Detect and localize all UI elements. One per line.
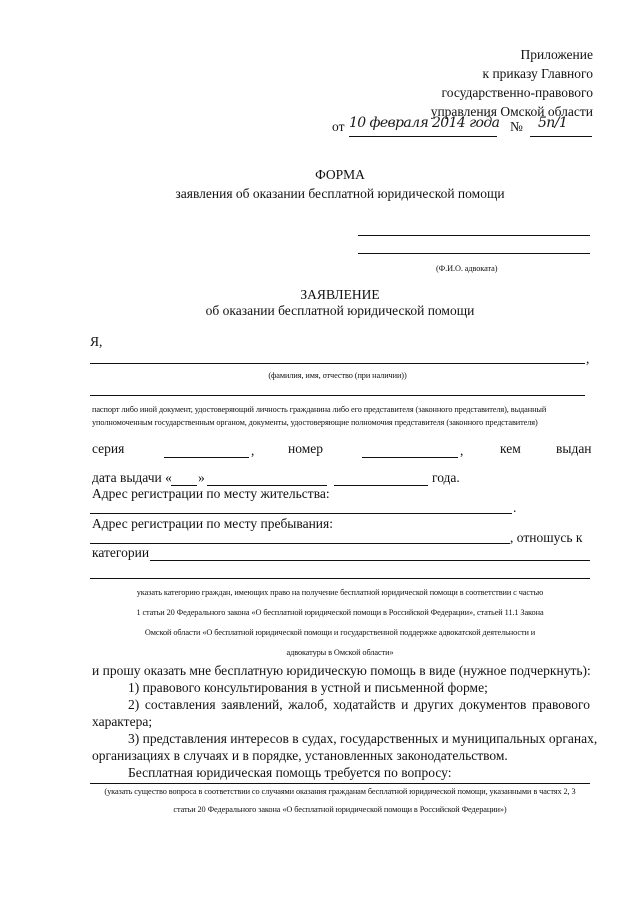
belong-label: , отношусь к [510, 530, 583, 545]
applicant-fio-caption: (фамилия, имя, отчество (при наличии)) [268, 371, 407, 380]
address-residence-line [90, 513, 512, 514]
approval-block [431, 45, 593, 121]
question-line [90, 783, 590, 784]
passport-comma-1: , [251, 443, 255, 458]
address-residence-dot: . [513, 500, 517, 515]
approval-line-2: к приказу Главного [482, 66, 593, 81]
addressee-line-1 [358, 235, 590, 236]
applicant-ya: Я, [90, 334, 103, 349]
passport-series-field [164, 457, 249, 458]
approval-line-4: управления Омской области [430, 104, 593, 119]
passport-bywhom-label: кем [500, 441, 521, 456]
issue-year-field [334, 485, 428, 486]
passport-series-label: серия [92, 441, 125, 456]
approval-date-underline [349, 136, 497, 137]
approval-line-1: Приложение [520, 47, 593, 62]
approval-line-3: государственно-правового [441, 85, 593, 100]
category-caption-line-2: 1 статьи 20 Федерального закона «О бесплатной юридической помощи в Российской Федерации», статьей 11.1 Закона [136, 608, 544, 617]
category-field [150, 560, 590, 561]
form-subtitle: заявления об оказании бесплатной юридической помощи [175, 186, 505, 201]
request-question: Бесплатная юридическая помощь требуется по вопросу: [128, 765, 452, 780]
request-item-2-b: характера; [92, 714, 153, 729]
category-caption-line-1: указать категорию граждан, имеющих право на получение бесплатной юридической помощи в соответствии с частью [136, 588, 544, 597]
category-caption [90, 585, 590, 661]
approval-number-label: № [510, 119, 523, 134]
applicant-passport-line [90, 395, 585, 396]
issue-date-label: дата выдачи « [92, 470, 172, 485]
request-intro: и прошу оказать мне бесплатную юридическую помощь в виде (нужное подчеркнуть): [92, 663, 591, 678]
address-stay-line [90, 543, 510, 544]
passport-caption-2: уполномоченным государственным органом, документы, удостоверяющие полномочия представителя (законного представителя) [92, 418, 538, 427]
statement-title: ЗАЯВЛЕНИЕ [300, 287, 380, 302]
addressee-line-2 [358, 253, 590, 254]
passport-caption-1: паспорт либо иной документ, удостоверяющий личность гражданина либо его представителя (законного представителя), выданный [92, 405, 547, 414]
question-caption-line-2: статьи 20 Федерального закона «О бесплатной юридической помощи в Российской Федерации») [173, 805, 507, 814]
question-caption-line-1: (указать существо вопроса в соответствии со случаями оказания гражданам бесплатной юридической помощи, указанными в частях 2, 3 [104, 787, 576, 796]
passport-number-label: номер [288, 441, 324, 456]
request-item-2-a: 2) составления заявлений, жалоб, ходатайств и других документов правового [128, 697, 590, 712]
category-caption-line-3: Омской области «О бесплатной юридической помощи и государственной поддержке адвокатской деятельности и [144, 628, 536, 637]
request-item-1: 1) правового консультирования в устной и письменной форме; [128, 680, 488, 695]
form-title: ФОРМА [315, 167, 365, 182]
addressee-caption: (Ф.И.О. адвоката) [436, 264, 498, 273]
address-stay-label: Адрес регистрации по месту пребывания: [92, 516, 333, 531]
approval-from-label: от [332, 119, 345, 134]
passport-comma-2: , [460, 443, 464, 458]
applicant-comma: , [586, 351, 590, 366]
passport-issued-label: выдан [556, 441, 592, 456]
passport-number-field [362, 457, 458, 458]
approval-number-handwritten: 5п/1 [538, 115, 568, 131]
category-caption-line-4: адвокатуры в Омской области» [286, 648, 394, 657]
request-item-3-a: 3) представления интересов в судах, государственных и муниципальных органах, [128, 731, 598, 746]
applicant-fio-line [90, 363, 585, 364]
issue-year-label: года. [432, 470, 460, 485]
category-label: категории [92, 545, 150, 560]
category-line-2 [90, 578, 590, 579]
approval-number-underline [530, 136, 592, 137]
address-residence-label: Адрес регистрации по месту жительства: [92, 486, 330, 501]
issue-quote-close: » [198, 470, 205, 485]
statement-subtitle: об оказании бесплатной юридической помощи [205, 303, 475, 318]
approval-date-handwritten: 10 февраля 2014 года [349, 115, 500, 131]
request-item-3-b: организациях в случаях и в порядке, установленных законодательством. [92, 748, 508, 763]
